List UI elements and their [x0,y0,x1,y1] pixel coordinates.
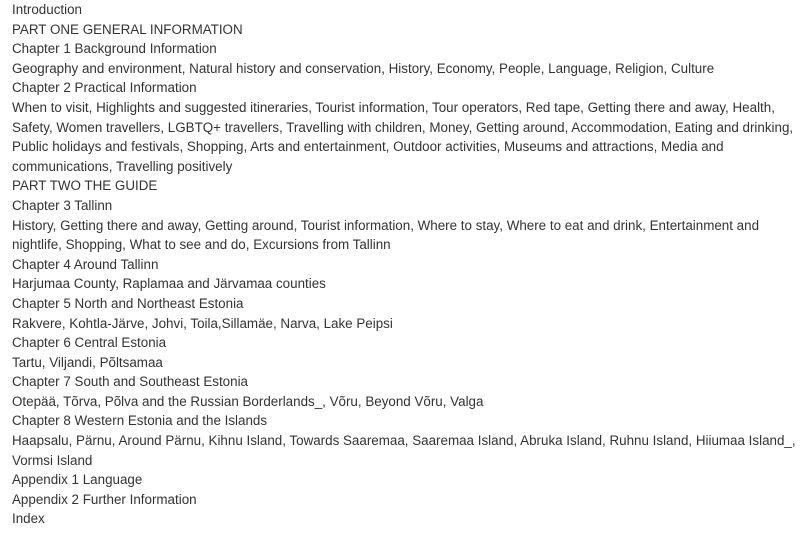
toc-appendix-1: Appendix 1 Language [12,472,143,488]
toc-chapter-2-title: Chapter 2 Practical Information [12,80,197,96]
toc-chapter-3-topics-line-2: nightlife, Shopping, What to see and do, Excursions from Tallinn [12,237,391,253]
toc-part-two-heading: PART TWO THE GUIDE [12,178,158,194]
toc-chapter-3-topics-line-1: History, Getting there and away, Getting around, Tourist information, Where to stay, Where to eat and drink, Entertainment and [12,217,760,233]
toc-part-one-heading: PART ONE GENERAL INFORMATION [12,21,243,37]
toc-chapter-5-title: Chapter 5 North and Northeast Estonia [12,295,244,311]
toc-appendix-2: Appendix 2 Further Information [12,491,197,507]
toc-chapter-1-title: Chapter 1 Background Information [12,41,217,57]
toc-chapter-7-title: Chapter 7 South and Southeast Estonia [12,374,248,390]
toc-chapter-2-topics-line-4: communications, Travelling positively [12,158,233,174]
toc-chapter-8-title: Chapter 8 Western Estonia and the Islands [12,413,268,429]
toc-chapter-8-topics-line-2: Vormsi Island [12,452,93,468]
toc-index: Index [12,511,45,527]
toc-chapter-6-title: Chapter 6 Central Estonia [12,335,167,351]
toc-chapter-7-topics: Otepää, Tõrva, Põlva and the Russian Borderlands_, Võru, Beyond Võru, Valga [12,393,484,409]
toc-chapter-5-topics: Rakvere, Kohtla-Järve, Johvi, Toila,Sillamäe, Narva, Lake Peipsi [12,315,393,331]
toc-chapter-2-topics-line-1: When to visit, Highlights and suggested itineraries, Tourist information, Tour operators, Red tape, Getting there and away, Health, [12,99,775,115]
toc-chapter-4-title: Chapter 4 Around Tallinn [12,256,159,272]
toc-chapter-2-topics-line-2: Safety, Women travellers, LGBTQ+ travellers, Travelling with children, Money, Getting around, Accommodation, Eating and drinking, [12,119,794,135]
toc-chapter-6-topics: Tartu, Viljandi, Põltsamaa [12,354,163,370]
toc-chapter-4-topics: Harjumaa County, Raplamaa and Järvamaa counties [12,276,326,292]
toc-chapter-1-topics: Geography and environment, Natural history and conservation, History, Economy, People, Language, Religion, Culture [12,60,715,76]
toc-chapter-8-topics-line-1: Haapsalu, Pärnu, Around Pärnu, Kihnu Island, Towards Saaremaa, Saaremaa Island, Abruka Island, Ruhnu Island, Hiiumaa Island_, [12,433,796,449]
toc-chapter-3-title: Chapter 3 Tallinn [12,197,113,213]
toc-chapter-2-topics-line-3: Public holidays and festivals, Shopping, Arts and entertainment, Outdoor activities, Museums and attractions, Media and [12,139,724,155]
toc-introduction: Introduction [12,2,82,17]
